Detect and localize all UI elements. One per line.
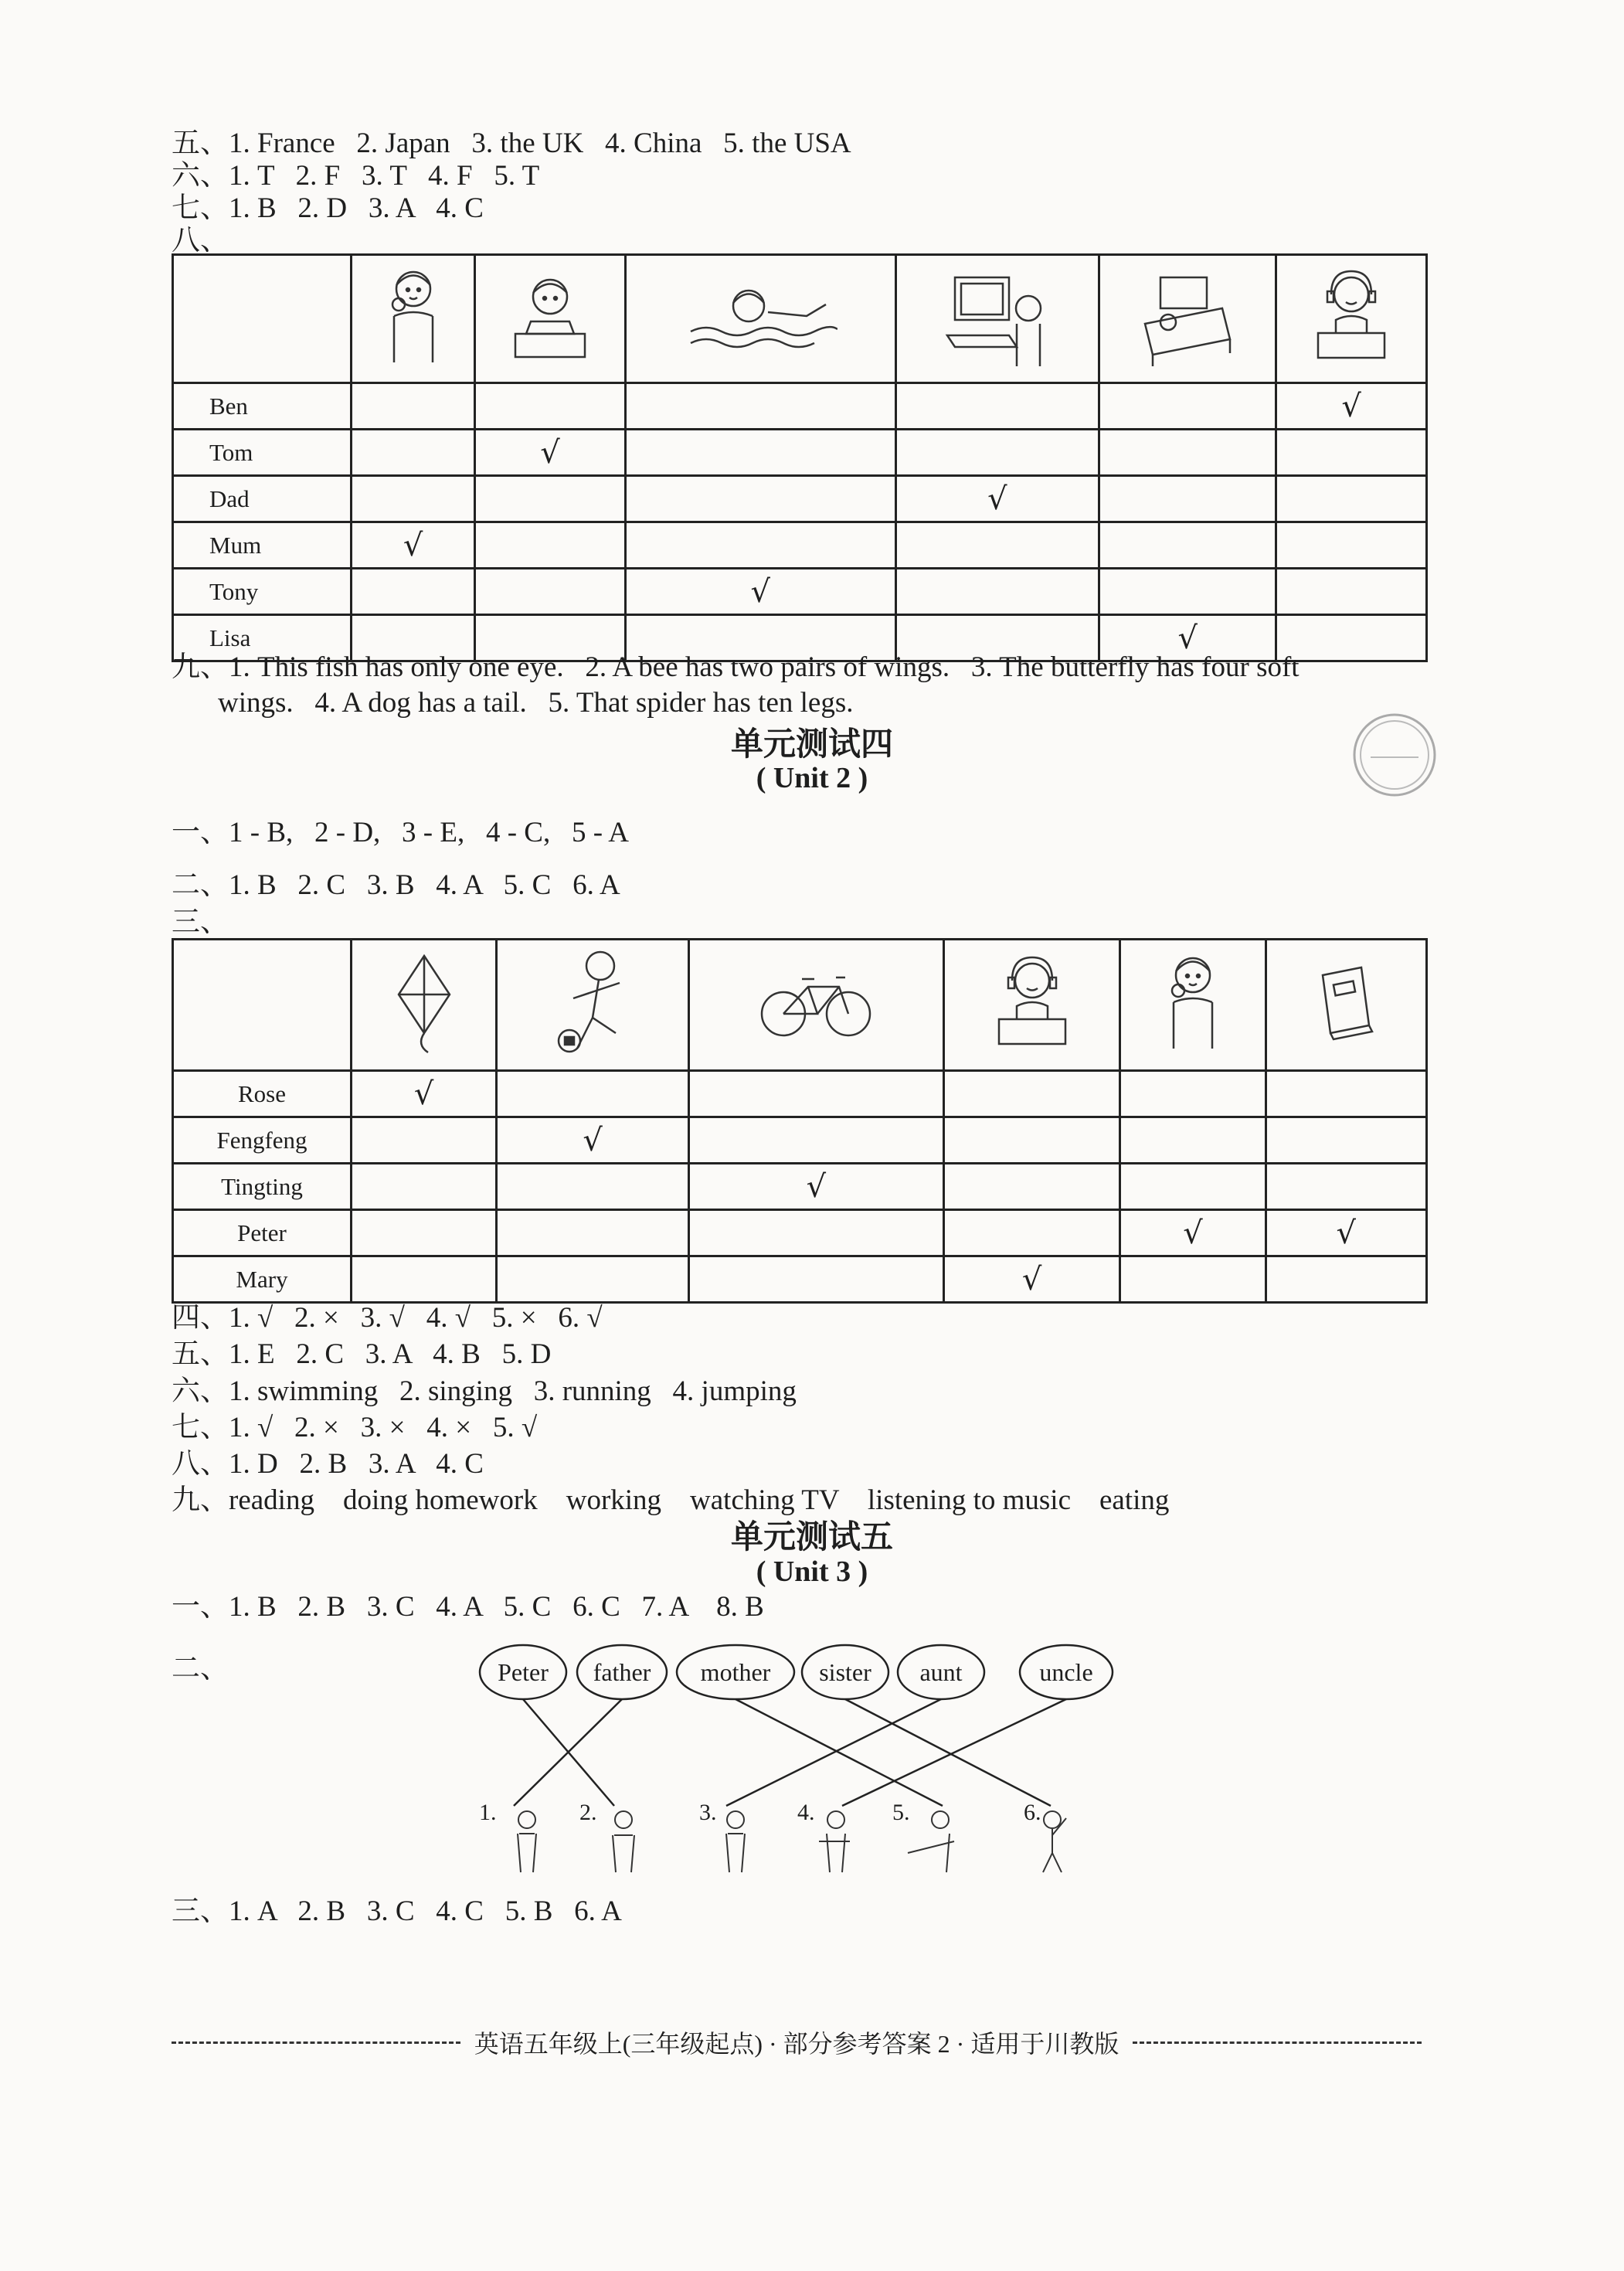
answer-line-9b: wings. 4. A dog has a tail. 5. That spider has ten legs. bbox=[218, 687, 854, 719]
check-cell bbox=[497, 1256, 689, 1303]
unit4-line-6: 六、1. swimming 2. singing 3. running 4. jumping bbox=[172, 1375, 797, 1407]
listening-music-picture-cell bbox=[943, 940, 1120, 1071]
checkmark: √ bbox=[1341, 388, 1361, 424]
check-cell bbox=[895, 430, 1099, 476]
check-cell bbox=[475, 383, 626, 430]
check-cell bbox=[943, 1164, 1120, 1210]
check-cell bbox=[689, 1071, 944, 1117]
unit4-line-8: 八、1. D 2. B 3. A 4. C bbox=[172, 1448, 484, 1480]
checkmark: √ bbox=[750, 573, 770, 610]
check-cell bbox=[1276, 522, 1427, 569]
football-icon bbox=[546, 1039, 639, 1066]
number-6: 6. bbox=[1024, 1800, 1041, 1825]
bicycle-icon bbox=[754, 1027, 878, 1054]
reading-picture-cell bbox=[475, 255, 626, 383]
bicycle-picture-cell bbox=[689, 940, 944, 1071]
check-cell bbox=[352, 1256, 497, 1303]
checkmark: √ bbox=[413, 1076, 434, 1112]
person-name: Dad bbox=[173, 476, 352, 522]
activity-table-3 bbox=[172, 938, 1428, 1304]
checkmark: √ bbox=[583, 1122, 603, 1158]
kite-picture-cell bbox=[352, 940, 497, 1071]
person-icon bbox=[819, 1811, 850, 1872]
unit4-line-1: 一、1 - B, 2 - D, 3 - E, 4 - C, 5 - A bbox=[172, 817, 629, 848]
answer-line-5: 五、1. France 2. Japan 3. the UK 4. China 5. the USA bbox=[172, 127, 851, 159]
person-name: Fengfeng bbox=[173, 1117, 352, 1164]
check-cell bbox=[625, 476, 895, 522]
check-cell bbox=[352, 383, 475, 430]
number-2: 2. bbox=[579, 1800, 597, 1825]
checkmark: √ bbox=[1021, 1261, 1042, 1297]
unit4-title: 单元测试四 bbox=[730, 727, 893, 763]
family-matching-diagram bbox=[464, 1634, 1159, 1882]
check-cell bbox=[475, 569, 626, 615]
table-row bbox=[173, 1210, 1427, 1256]
person-icon bbox=[1043, 1811, 1066, 1872]
check-cell bbox=[1120, 1256, 1266, 1303]
check-cell bbox=[689, 1256, 944, 1303]
reading-icon bbox=[508, 345, 593, 372]
person-name: Peter bbox=[173, 1210, 352, 1256]
word-peter: Peter bbox=[498, 1658, 549, 1686]
number-5: 5. bbox=[892, 1800, 910, 1825]
kite-icon bbox=[389, 1035, 459, 1062]
check-cell bbox=[625, 430, 895, 476]
word-uncle: uncle bbox=[1039, 1658, 1093, 1686]
check-cell bbox=[1276, 383, 1427, 430]
unit5-line-3: 三、1. A 2. B 3. C 4. C 5. B 6. A bbox=[172, 1895, 622, 1927]
check-cell bbox=[1266, 1117, 1426, 1164]
table-row bbox=[173, 569, 1427, 615]
check-cell bbox=[1120, 1071, 1266, 1117]
person-icon bbox=[518, 1811, 536, 1872]
number-1: 1. bbox=[479, 1800, 497, 1825]
checkmark: √ bbox=[540, 434, 560, 471]
word-father: father bbox=[593, 1658, 651, 1686]
check-cell bbox=[1120, 1210, 1266, 1256]
person-icon bbox=[613, 1811, 634, 1872]
person-name: Tingting bbox=[173, 1164, 352, 1210]
person-name: Tom bbox=[173, 430, 352, 476]
unit5-line-1: 一、1. B 2. B 3. C 4. A 5. C 6. C 7. A 8. B bbox=[172, 1591, 764, 1623]
football-picture-cell bbox=[497, 940, 689, 1071]
check-cell bbox=[352, 1117, 497, 1164]
check-cell bbox=[1099, 476, 1276, 522]
unit4-line-4: 四、1. √ 2. × 3. √ 4. √ 5. × 6. √ bbox=[172, 1302, 603, 1334]
check-cell bbox=[689, 1164, 944, 1210]
table-row bbox=[173, 1256, 1427, 1303]
word-aunt: aunt bbox=[919, 1658, 963, 1686]
table-row bbox=[173, 476, 1427, 522]
check-cell bbox=[352, 569, 475, 615]
eating-icon bbox=[379, 348, 448, 376]
page-footer bbox=[172, 2025, 1422, 2060]
check-cell bbox=[1099, 383, 1276, 430]
check-cell bbox=[1099, 430, 1276, 476]
check-cell bbox=[475, 522, 626, 569]
person-name: Mary bbox=[173, 1256, 352, 1303]
computer-picture-cell bbox=[895, 255, 1099, 383]
check-cell bbox=[352, 430, 475, 476]
checkmark: √ bbox=[1177, 620, 1198, 656]
unit5-line-2: 二、 bbox=[172, 1653, 229, 1685]
check-cell bbox=[943, 1210, 1120, 1256]
listening-music-picture-cell bbox=[1276, 255, 1427, 383]
checkmark: √ bbox=[1336, 1215, 1357, 1251]
unit5-subtitle: ( Unit 3 ) bbox=[756, 1555, 868, 1588]
number-4: 4. bbox=[797, 1800, 815, 1825]
unit4-line-2: 二、1. B 2. C 3. B 4. A 5. C 6. A bbox=[172, 869, 620, 901]
check-cell bbox=[1266, 1210, 1426, 1256]
check-cell bbox=[352, 1164, 497, 1210]
person-name: Rose bbox=[173, 1071, 352, 1117]
check-cell bbox=[943, 1117, 1120, 1164]
answer-line-7: 七、1. B 2. D 3. A 4. C bbox=[172, 192, 484, 224]
check-cell bbox=[1276, 476, 1427, 522]
unit5-title: 单元测试五 bbox=[730, 1520, 893, 1555]
check-cell bbox=[1266, 1256, 1426, 1303]
listening-music-icon bbox=[990, 1035, 1075, 1062]
check-cell bbox=[352, 476, 475, 522]
check-cell bbox=[497, 1210, 689, 1256]
unit4-subtitle: ( Unit 2 ) bbox=[756, 762, 868, 794]
check-cell bbox=[895, 569, 1099, 615]
check-cell bbox=[475, 476, 626, 522]
check-cell bbox=[475, 430, 626, 476]
check-cell bbox=[497, 1164, 689, 1210]
swimming-icon bbox=[683, 337, 837, 364]
check-cell bbox=[625, 522, 895, 569]
book-icon bbox=[1307, 1027, 1384, 1054]
table-row bbox=[173, 522, 1427, 569]
eating-picture-cell bbox=[352, 255, 475, 383]
check-cell bbox=[1266, 1164, 1426, 1210]
check-cell bbox=[625, 569, 895, 615]
number-3: 3. bbox=[699, 1800, 717, 1825]
check-cell bbox=[1276, 569, 1427, 615]
person-icon bbox=[726, 1811, 745, 1872]
check-cell bbox=[943, 1256, 1120, 1303]
table-row bbox=[173, 1164, 1427, 1210]
eating-picture-cell bbox=[1120, 940, 1266, 1071]
unit4-line-3: 三、 bbox=[172, 906, 229, 938]
check-cell bbox=[1120, 1164, 1266, 1210]
check-cell bbox=[1099, 522, 1276, 569]
answer-line-9a: 九、1. This fish has only one eye. 2. A bee has two pairs of wings. 3. The butterfly has four soft bbox=[172, 651, 1300, 683]
word-mother: mother bbox=[700, 1658, 771, 1686]
check-cell bbox=[895, 383, 1099, 430]
person-name: Mum bbox=[173, 522, 352, 569]
check-cell bbox=[895, 522, 1099, 569]
check-cell bbox=[625, 383, 895, 430]
checkmark: √ bbox=[806, 1168, 827, 1205]
person-name: Lisa bbox=[173, 615, 352, 661]
table-row bbox=[173, 383, 1427, 430]
listening-music-icon bbox=[1309, 348, 1394, 376]
answer-line-8: 八、 bbox=[172, 225, 229, 257]
check-cell bbox=[352, 522, 475, 569]
unit4-line-5: 五、1. E 2. C 3. A 4. B 5. D bbox=[172, 1338, 552, 1370]
checkmark: √ bbox=[987, 481, 1007, 517]
check-cell bbox=[1276, 430, 1427, 476]
answer-line-6: 六、1. T 2. F 3. T 4. F 5. T bbox=[172, 160, 540, 192]
swimming-picture-cell bbox=[625, 255, 895, 383]
check-cell bbox=[943, 1071, 1120, 1117]
computer-icon bbox=[939, 348, 1055, 376]
bed-icon bbox=[1137, 348, 1238, 376]
check-cell bbox=[895, 476, 1099, 522]
table-row bbox=[173, 1117, 1427, 1164]
eating-icon bbox=[1158, 1035, 1228, 1062]
checkmark: √ bbox=[403, 527, 423, 563]
check-cell bbox=[497, 1117, 689, 1164]
check-cell bbox=[1120, 1117, 1266, 1164]
stamp-logo bbox=[1349, 709, 1440, 801]
check-cell bbox=[689, 1117, 944, 1164]
word-sister: sister bbox=[819, 1658, 871, 1686]
check-cell bbox=[689, 1210, 944, 1256]
empty-corner-cell bbox=[173, 255, 352, 383]
unit4-line-7: 七、1. √ 2. × 3. × 4. × 5. √ bbox=[172, 1412, 538, 1443]
check-cell bbox=[1266, 1071, 1426, 1117]
bed-picture-cell bbox=[1099, 255, 1276, 383]
check-cell bbox=[497, 1071, 689, 1117]
person-name: Tony bbox=[173, 569, 352, 615]
check-cell bbox=[352, 1210, 497, 1256]
checkmark: √ bbox=[1183, 1215, 1203, 1251]
unit4-line-9: 九、reading doing homework working watching TV listening to music eating bbox=[172, 1484, 1170, 1516]
table-row bbox=[173, 430, 1427, 476]
person-icon bbox=[908, 1811, 954, 1872]
table-row bbox=[173, 1071, 1427, 1117]
check-cell bbox=[352, 1071, 497, 1117]
book-picture-cell bbox=[1266, 940, 1426, 1071]
person-name: Ben bbox=[173, 383, 352, 430]
empty-corner-cell bbox=[173, 940, 352, 1071]
activity-table-8 bbox=[172, 253, 1428, 662]
footer-text: 英语五年级上(三年级起点) · 部分参考答案 2 · 适用于川教版 bbox=[474, 2030, 1119, 2058]
check-cell bbox=[1099, 569, 1276, 615]
